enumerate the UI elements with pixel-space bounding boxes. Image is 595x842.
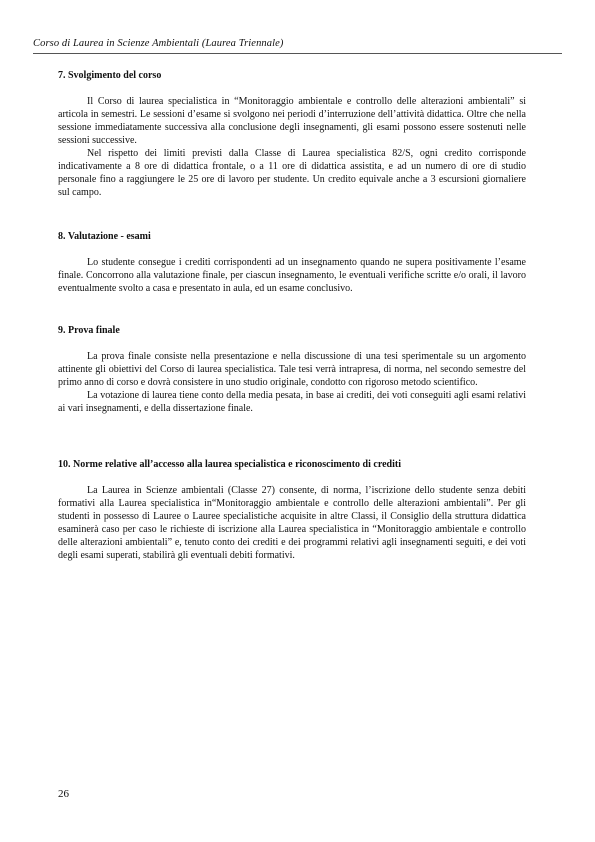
- page-number: 26: [58, 788, 69, 800]
- section-heading: 7. Svolgimento del corso: [58, 70, 162, 81]
- header-rule: [33, 53, 562, 54]
- section-norme-accesso: [58, 458, 526, 562]
- section-svolgimento: [58, 69, 526, 199]
- section-heading: 10. Norme relative all’accesso alla laurea specialistica e riconoscimento di crediti: [58, 459, 401, 470]
- running-header: Corso di Laurea in Scienze Ambientali (Laurea Triennale): [33, 38, 284, 49]
- section-heading: 9. Prova finale: [58, 325, 120, 336]
- section-prova-finale: [58, 324, 526, 415]
- section-heading: 8. Valutazione - esami: [58, 231, 151, 242]
- paragraph: Lo studente consegue i crediti corrispondenti ad un insegnamento quando ne supera positivamente l’esame finale. Concorrono alla valutazione finale, per ciascun insegnamento, le eventuali verifiche scritte e/o orali, il lavoro eventualmente svolto a casa e presentato in aula, ed un esame conclusivo.: [58, 257, 526, 294]
- paragraph: La prova finale consiste nella presentazione e nella discussione di una tesi sperimentale su un argomento attinente gli obiettivi del Corso di laurea specialistica. Tale tesi verrà intrapresa, di norma, nel secondo semestre del primo anno di corso e dovrà consistere in uno studio originale, condotto con rigoroso metodo scientifico.: [58, 351, 526, 388]
- paragraph: Il Corso di laurea specialistica in “Monitoraggio ambientale e controllo delle alterazioni ambientali” si articola in semestri. Le sessioni d’esame si svolgono nei periodi d’interruzione dell’attività didattica. Oltre che nella sessione immediatamente successiva alla conclusione degli insegnamenti, gli esami possono essere sostenuti nelle sessioni successive.: [58, 96, 526, 146]
- paragraph: Nel rispetto dei limiti previsti dalla Classe di Laurea specialistica 82/S, ogni credito corrisponde indicativamente a 8 ore di didattica frontale, o a 11 ore di didattica assistita, e ad un numero di ore di studio personale fino a raggiungere le 25 ore di lavoro per studente. Un credito equivale anche a 3 escursioni giornaliere sul campo.: [58, 148, 526, 198]
- section-valutazione: [58, 230, 526, 295]
- paragraph: La votazione di laurea tiene conto della media pesata, in base ai crediti, dei voti conseguiti agli esami relativi ai vari insegnamenti, e della dissertazione finale.: [58, 390, 526, 414]
- paragraph: La Laurea in Scienze ambientali (Classe 27) consente, di norma, l’iscrizione dello studente senza debiti formativi alla Laurea specialistica in“Monitoraggio ambientale e controllo delle alterazioni ambientali”. Per gli studenti in possesso di Lauree o Lauree specialistiche acquisite in altre Classi, il Consiglio della struttura didattica esaminerà caso per caso le richieste di iscrizione alla Laurea specialistica in “Monitoraggio ambientale e controllo delle alterazioni ambientali” e, tenuto conto dei crediti e dei programmi relativi agli insegnamenti seguiti, e dei voti degli esami superati, stabilirà gli eventuali debiti formativi.: [58, 485, 526, 561]
